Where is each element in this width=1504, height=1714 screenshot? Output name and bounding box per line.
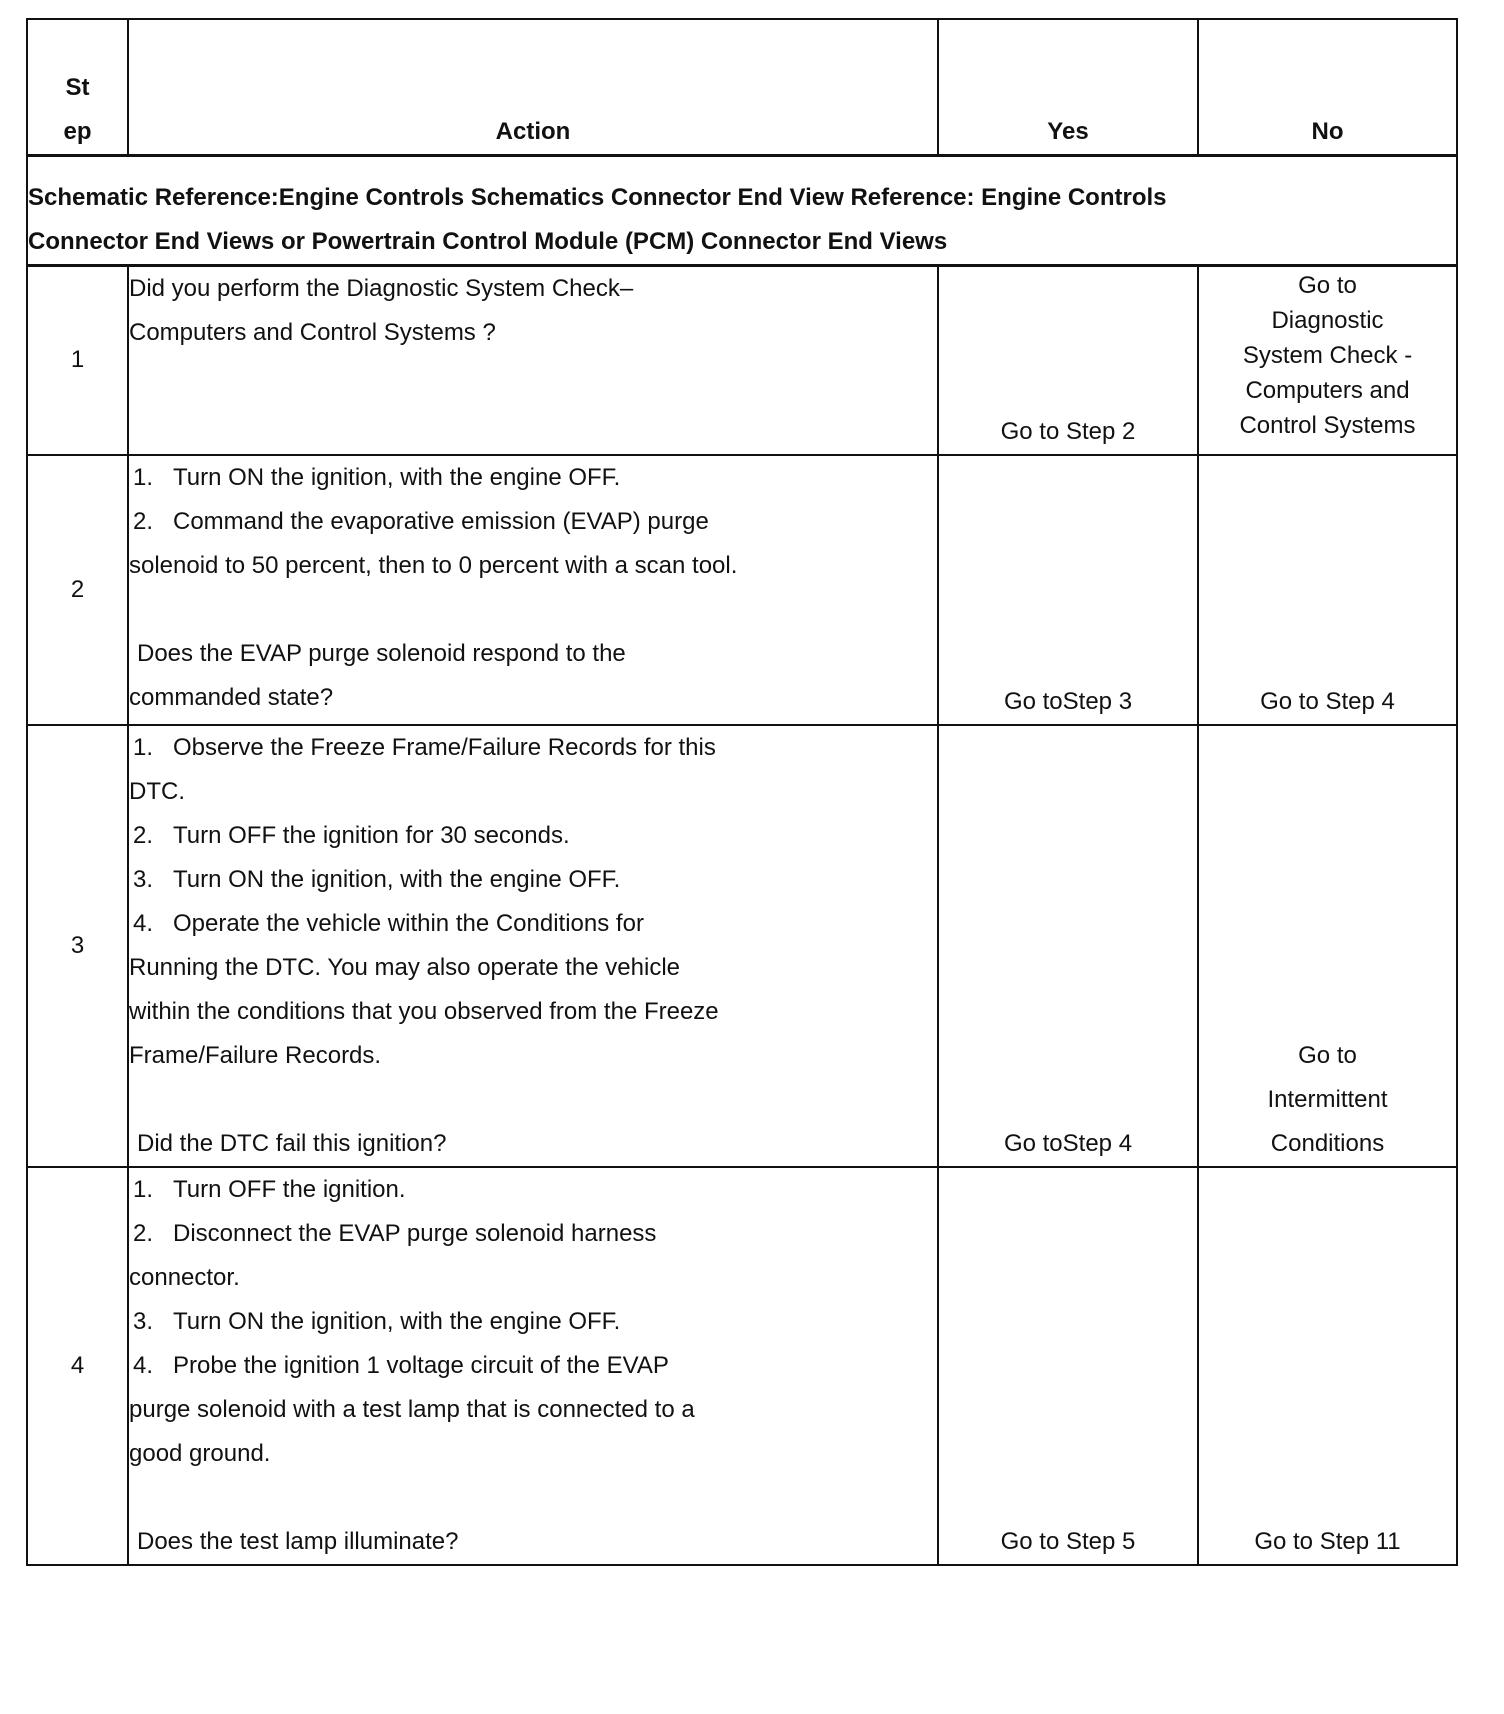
step-yes: Go toStep 3 [938, 455, 1198, 725]
action-item [129, 858, 937, 902]
step-no: Go to Step 4 [1198, 455, 1457, 725]
item-text: Turn OFF the ignition for 30 seconds. [173, 822, 570, 849]
item-text: Operate the vehicle within the Conditions for [173, 910, 644, 937]
item-number: 1. [133, 734, 154, 761]
action-item [129, 456, 937, 500]
action-item [129, 814, 937, 858]
no-line: Conditions [1270, 1130, 1385, 1157]
step-row-4 [27, 1167, 1457, 1565]
action-line: Did you perform the Diagnostic System Check– [129, 274, 634, 302]
header-step-line1: St [65, 73, 90, 101]
step-no: Go to Step 11 [1198, 1167, 1457, 1565]
item-number: 2. [133, 822, 154, 849]
header-yes: Yes [938, 19, 1198, 155]
action-line: Running the DTC. You may also operate the vehicle [129, 954, 681, 981]
schematic-line1: Schematic Reference:Engine Controls Schematics Connector End View Reference: Engine Controls [28, 183, 1167, 211]
action-line: purge solenoid with a test lamp that is connected to a [129, 1396, 695, 1423]
schematic-reference [27, 155, 1457, 265]
item-text: Observe the Freeze Frame/Failure Records for this [173, 734, 716, 761]
no-line: Diagnostic [1271, 306, 1384, 334]
action-line: connector. [129, 1264, 240, 1291]
item-text: Disconnect the EVAP purge solenoid harness [173, 1220, 657, 1247]
no-line: System Check - [1242, 341, 1413, 369]
item-text: Probe the ignition 1 voltage circuit of the EVAP [173, 1352, 669, 1379]
item-text: Turn OFF the ignition. [173, 1176, 406, 1203]
schematic-line2: Connector End Views or Powertrain Control Module (PCM) Connector End Views [28, 227, 948, 255]
action-line: Frame/Failure Records. [129, 1042, 382, 1069]
no-line: Control Systems [1239, 411, 1416, 439]
diagnostic-table [26, 18, 1458, 1566]
item-number: 2. [133, 508, 154, 535]
step-number: 3 [27, 725, 128, 1167]
step-action [128, 1167, 938, 1565]
header-no: No [1198, 19, 1457, 155]
step-yes: Go toStep 4 [938, 725, 1198, 1167]
item-number: 3. [133, 866, 154, 893]
step-number: 4 [27, 1167, 128, 1565]
item-text: Turn ON the ignition, with the engine OFF. [173, 866, 621, 893]
action-item [129, 1212, 937, 1256]
no-line: Go to [1298, 1042, 1357, 1069]
step-number: 2 [27, 455, 128, 725]
item-number: 1. [133, 464, 154, 491]
action-line: Computers and Control Systems ? [129, 318, 496, 346]
step-number: 1 [27, 265, 128, 455]
item-number: 4. [133, 1352, 154, 1379]
step-row-3 [27, 725, 1457, 1167]
action-question: commanded state? [129, 684, 334, 711]
step-action [128, 265, 938, 455]
action-question: Does the EVAP purge solenoid respond to the [137, 640, 626, 667]
item-text: Turn ON the ignition, with the engine OFF. [173, 1308, 621, 1335]
schematic-row [27, 155, 1457, 265]
step-row-2 [27, 455, 1457, 725]
step-no [1198, 265, 1457, 455]
step-yes: Go to Step 2 [938, 265, 1198, 455]
item-number: 4. [133, 910, 154, 937]
action-line: solenoid to 50 percent, then to 0 percent with a scan tool. [129, 552, 738, 579]
header-action: Action [128, 19, 938, 155]
step-yes: Go to Step 5 [938, 1167, 1198, 1565]
action-item [129, 1344, 937, 1388]
header-step-line2: ep [63, 117, 92, 145]
step-action [128, 725, 938, 1167]
action-item [129, 500, 937, 544]
action-item [129, 1300, 937, 1344]
item-number: 1. [133, 1176, 154, 1203]
action-question: Did the DTC fail this ignition? [137, 1130, 447, 1157]
step-no [1198, 725, 1457, 1167]
step-row-1 [27, 265, 1457, 455]
header-step [27, 19, 128, 155]
item-text: Turn ON the ignition, with the engine OFF. [173, 464, 621, 491]
action-line: good ground. [129, 1440, 271, 1467]
action-item [129, 902, 937, 946]
no-line: Intermittent [1267, 1086, 1388, 1113]
item-text: Command the evaporative emission (EVAP) purge [173, 508, 709, 535]
header-row [27, 19, 1457, 155]
step-action [128, 455, 938, 725]
action-line: DTC. [129, 778, 185, 805]
no-line: Go to [1298, 271, 1357, 299]
action-question: Does the test lamp illuminate? [137, 1528, 459, 1555]
item-number: 3. [133, 1308, 154, 1335]
action-line: within the conditions that you observed from the Freeze [129, 998, 719, 1025]
action-item [129, 726, 937, 770]
action-item [129, 1168, 937, 1212]
item-number: 2. [133, 1220, 154, 1247]
no-line: Computers and [1245, 376, 1410, 404]
